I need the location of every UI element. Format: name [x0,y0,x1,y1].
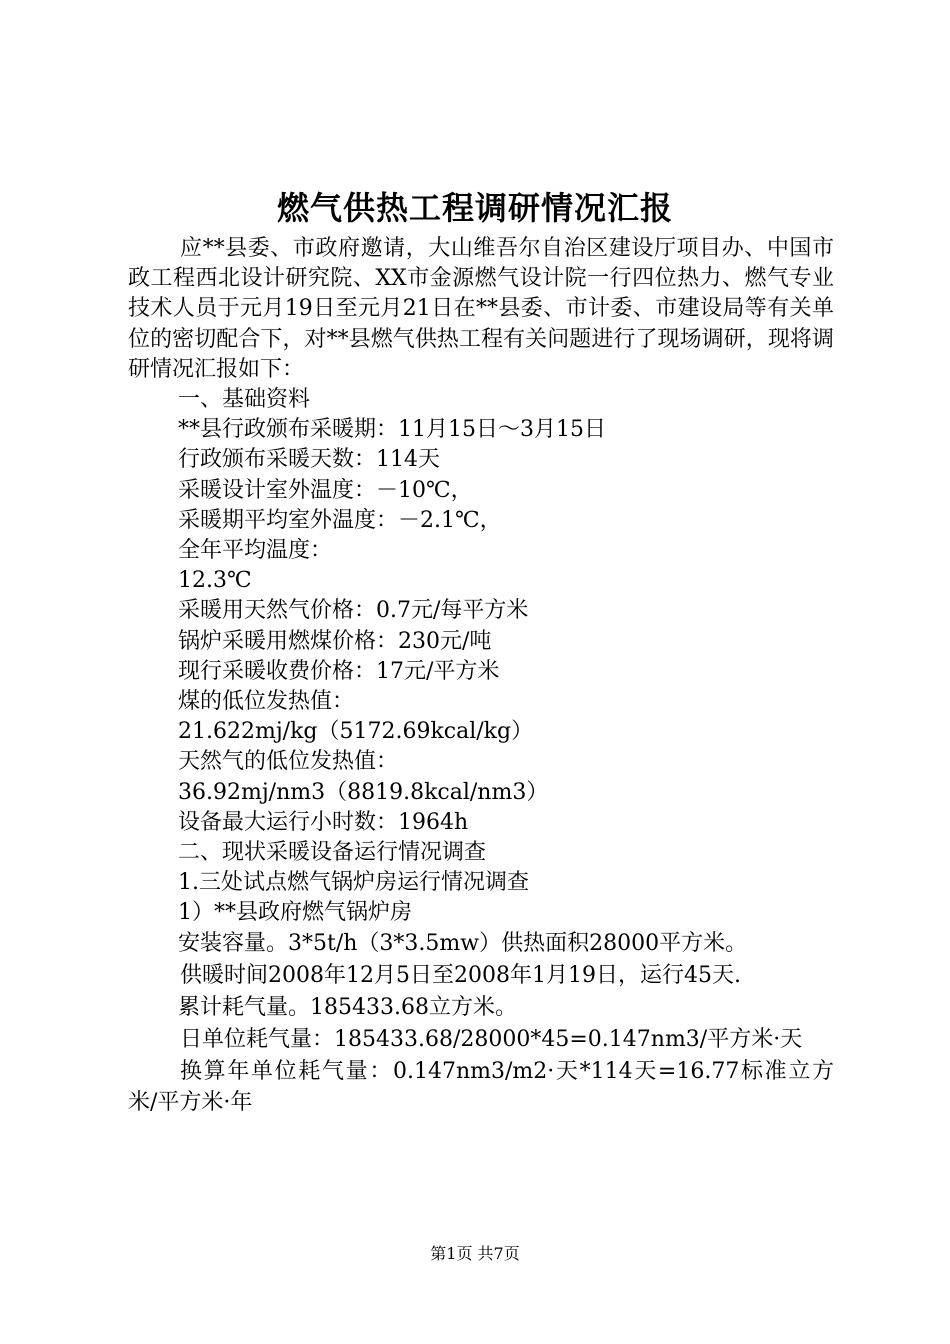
supply-time: 供暖时间2008年12月5日至2008年1月19日，运行45天. [180,962,741,988]
subsection-pilot: 1.三处试点燃气锅炉房运行情况调查 [178,870,529,896]
max-operating-hours: 设备最大运行小时数：1964h [178,809,469,835]
installed-capacity: 安装容量。3*5t/h（3*3.5mw）供热面积28000平方米。 [178,930,748,956]
gas-heat-value-label: 天然气的低位发热值： [178,749,399,775]
cumulative-gas: 累计耗气量。185433.68立方米。 [178,995,517,1021]
section-heading-basic: 一、基础资料 [178,387,311,413]
heating-fee: 现行采暖收费价格：17元/平方米 [178,658,500,684]
subsection-county-boiler: 1）**县政府燃气锅炉房 [178,900,412,926]
gas-heat-value: 36.92mj/nm3（8819.8kcal/nm3） [178,779,549,805]
section-heading-survey: 二、现状采暖设备运行情况调查 [178,840,487,866]
coal-heat-value-label: 煤的低位发热值： [178,689,355,715]
annual-avg-temp-label: 全年平均温度： [178,538,333,564]
gas-price: 采暖用天然气价格：0.7元/每平方米 [178,598,529,624]
heating-days: 行政颁布采暖天数：114天 [178,447,440,473]
heating-period: **县行政颁布采暖期：11月15日～3月15日 [178,417,606,443]
avg-outdoor-temp: 采暖期平均室外温度：－2.1℃， [178,507,502,533]
page-footer: 第1页 共7页 [430,1244,520,1263]
daily-unit-consumption: 日单位耗气量：185433.68/28000*45=0.147nm3/平方米·天 [180,1027,803,1053]
annual-avg-temp-value: 12.3℃ [178,568,252,594]
page-title: 燃气供热工程调研情况汇报 [276,189,673,227]
design-outdoor-temp: 采暖设计室外温度：－10℃， [178,477,473,503]
coal-price: 锅炉采暖用燃煤价格：230元/吨 [178,628,492,654]
annual-unit-consumption: 换算年单位耗气量：0.147nm3/m2·天*114天=16.77标准立方米/平方米·年 [128,1059,834,1115]
coal-heat-value: 21.622mj/kg（5172.69kcal/kg） [178,719,534,745]
intro-paragraph: 应**县委、市政府邀请，大山维吾尔自治区建设厅项目办、中国市政工程西北设计研究院、XX市金源燃气设计院一行四位热力、燃气专业技术人员于元月19日至元月21日在**县委、市计委、市建设局等有关单位的密切配合下，对**县燃气供热工程有关问题进行了现场调研，现将调研情况汇报如下： [128,236,834,382]
document-body [128,234,834,1118]
